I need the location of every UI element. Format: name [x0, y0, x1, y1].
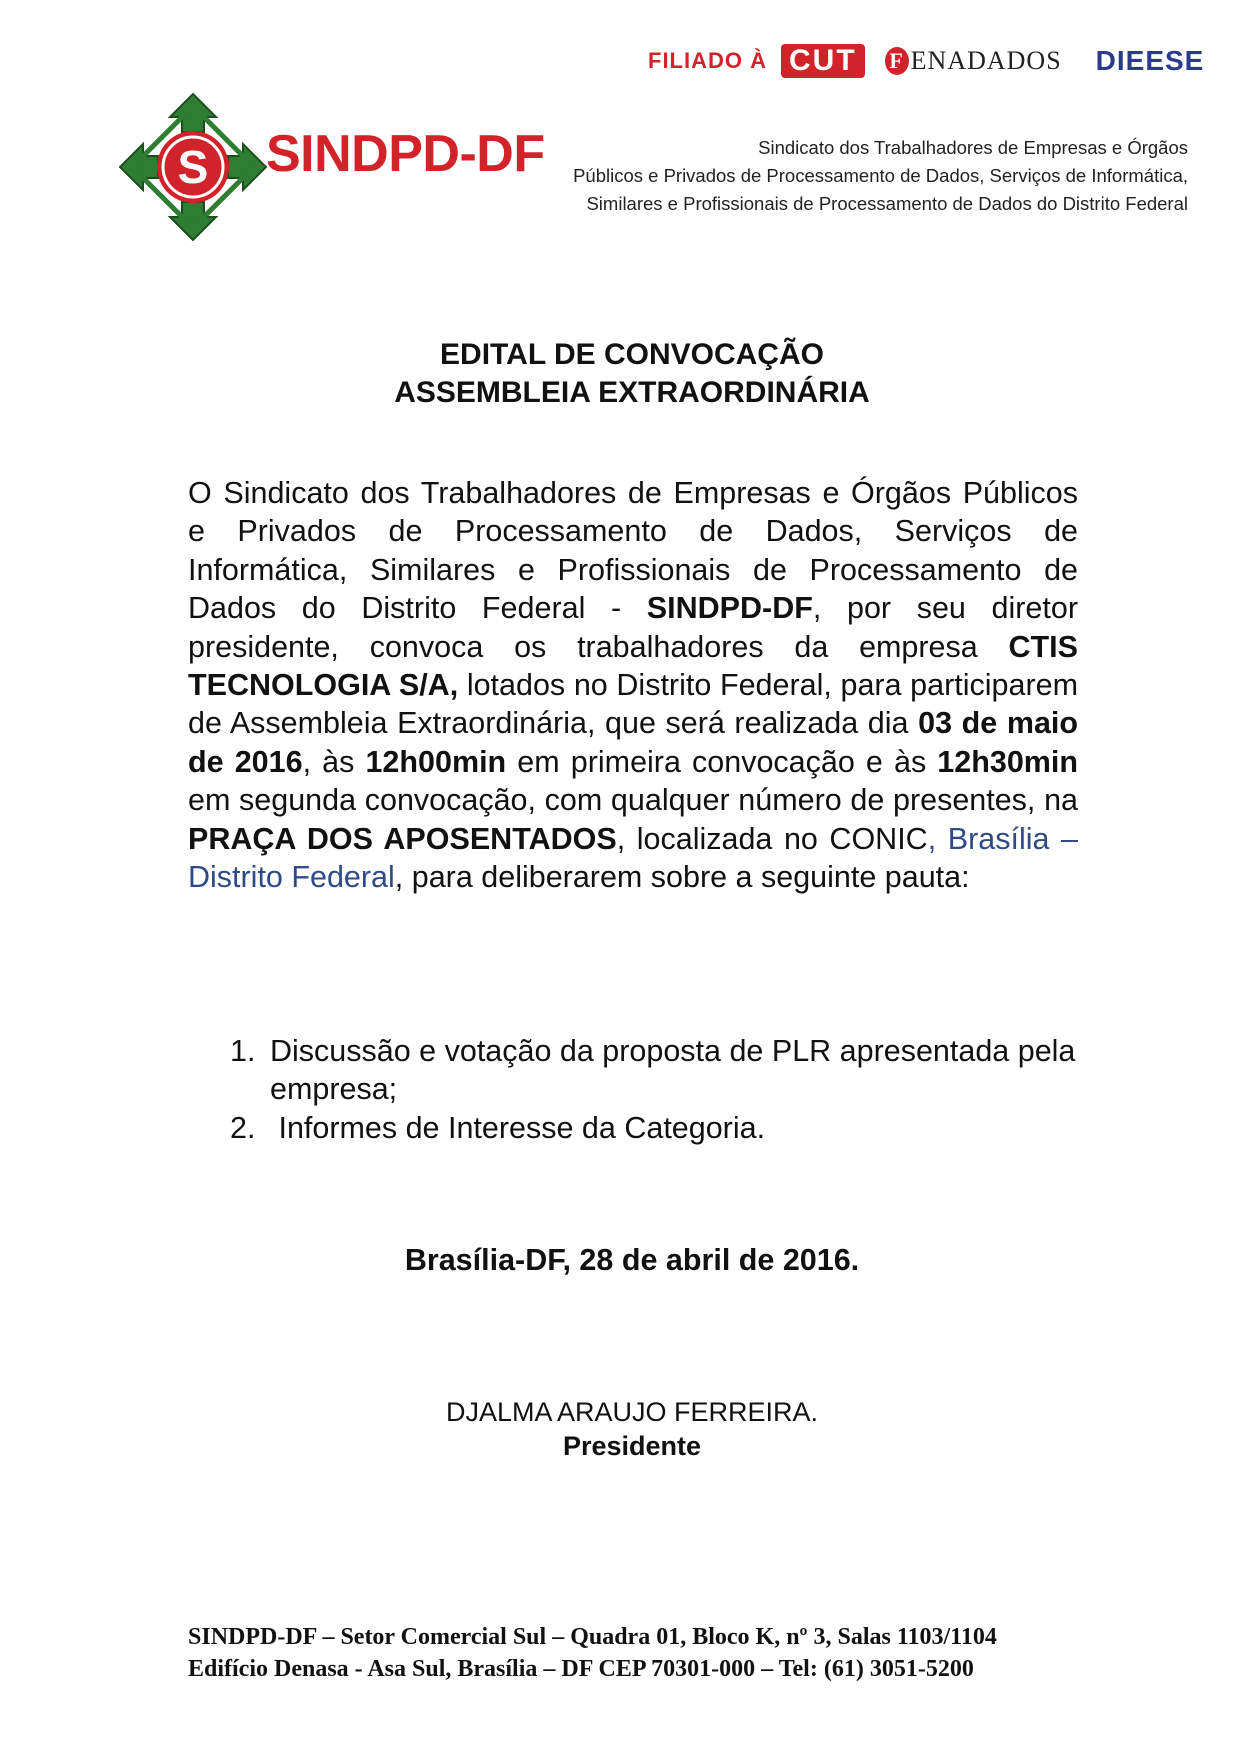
agenda-item-number: 2.	[230, 1110, 256, 1145]
organization-description	[573, 134, 1188, 218]
document-subtitle: ASSEMBLEIA EXTRAORDINÁRIA	[394, 376, 870, 409]
footer-line: Edifício Denasa - Asa Sul, Brasília – DF CEP 70301-000 – Tel: (61) 3051-5200	[188, 1656, 974, 1682]
agenda-item-text: Discussão e votação da proposta de PLR apresentada pela empresa;	[270, 1034, 1076, 1107]
org-name: SINDPD-DF	[646, 591, 813, 626]
sindpd-logo-text: SINDPD-DF	[266, 125, 545, 183]
first-call-time: 12h00min	[365, 744, 507, 779]
body-text: em primeira convocação e às	[506, 744, 938, 779]
agenda-item-text: Informes de Interesse da Categoria.	[270, 1110, 766, 1145]
footer-line: SINDPD-DF – Setor Comercial Sul – Quadra 01, Bloco K, nº 3, Salas 1103/1104	[188, 1624, 997, 1650]
fenadados-mark: F	[885, 47, 909, 75]
org-desc-line: Similares e Profissionais de Processamento de Dados do Distrito Federal	[586, 193, 1188, 214]
company-name: CTIS TECNOLOGIA S/A,	[188, 629, 1078, 703]
agenda-item	[230, 1032, 1078, 1109]
footer-address	[188, 1621, 1078, 1683]
org-desc-line: Sindicato dos Trabalhadores de Empresas e Órgãos	[758, 137, 1188, 158]
filiado-label: FILIADO À	[648, 48, 767, 73]
affiliations-bar	[648, 40, 1204, 82]
convocation-paragraph	[188, 474, 1078, 896]
cut-logo: CUT	[781, 44, 865, 78]
body-text: , às	[302, 744, 366, 779]
body-text: em segunda convocação, com qualquer número de presentes, na	[188, 783, 1078, 818]
location-link[interactable]: , Brasília – Distrito Federal	[188, 821, 1078, 895]
sindpd-logo-icon	[118, 92, 268, 242]
svg-text:S: S	[177, 141, 209, 193]
meeting-place: PRAÇA DOS APOSENTADOS	[188, 821, 617, 856]
document-title: EDITAL DE CONVOCAÇÃO	[440, 338, 824, 371]
agenda-item-number: 1.	[230, 1034, 256, 1068]
body-text: , para deliberarem sobre a seguinte pauta:	[394, 860, 970, 895]
body-text: O Sindicato dos Trabalhadores de Empresas e Órgãos Públicos e Privados de Processamento de Dados, Serviços de Informática, Similares e Profissionais de Processamento de Dados do Distrito Federal -	[188, 476, 1078, 626]
body-text: , por seu diretor presidente, convoca os trabalhadores da empresa	[188, 591, 1078, 664]
fenadados-label: ENADADOS	[910, 46, 1062, 75]
body-text: lotados no Distrito Federal, para participarem de Assembleia Extraordinária, que será realizada dia	[188, 668, 1078, 741]
dieese-logo: DIEESE	[1095, 45, 1205, 76]
agenda-list	[230, 1032, 1078, 1147]
date-line: Brasília-DF, 28 de abril de 2016.	[404, 1243, 860, 1277]
agenda-item	[230, 1109, 1078, 1147]
org-desc-line: Públicos e Privados de Processamento de Dados, Serviços de Informática,	[573, 165, 1188, 186]
body-text: , localizada no CONIC	[616, 821, 928, 856]
signer-name: DJALMA ARAUJO FERREIRA.	[445, 1397, 819, 1427]
meeting-date: 03 de maio de 2016	[188, 706, 1079, 779]
fenadados-logo	[885, 46, 1062, 76]
signer-role: Presidente	[562, 1431, 702, 1461]
second-call-time: 12h30min	[937, 744, 1079, 779]
